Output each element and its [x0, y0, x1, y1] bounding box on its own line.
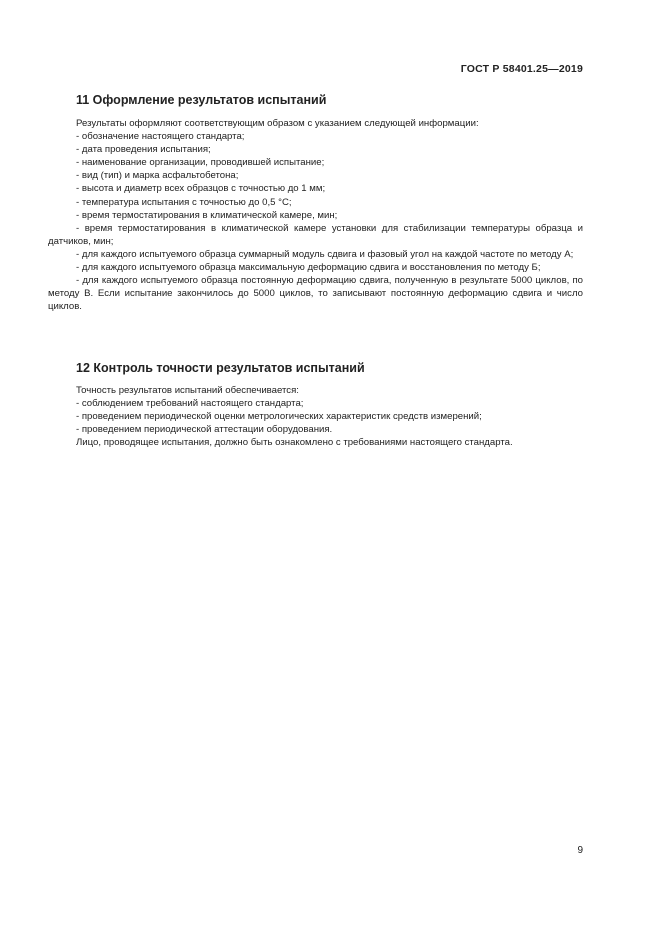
section-12-title: 12 Контроль точности результатов испытаний: [76, 361, 365, 375]
section-11-title: 11 Оформление результатов испытаний: [76, 93, 327, 107]
section-11-line: - время термостатирования в климатической камере установки для стабилизации температуры образца и датчиков, мин;: [48, 222, 583, 247]
section-11-line: - для каждого испытуемого образца постоянную деформацию сдвига, полученную в результате 5000 циклов, по методу В. Если испытание закончилось до 5000 циклов, то записывают постоянную деформацию сдвига и число циклов.: [48, 275, 583, 313]
document-code: ГОСТ Р 58401.25—2019: [460, 63, 583, 75]
section-11-line: - время термостатирования в климатической камере, мин;: [76, 209, 338, 221]
section-11-line: - обозначение настоящего стандарта;: [76, 131, 245, 143]
section-11-line: - дата проведения испытания;: [76, 144, 211, 156]
section-11-line: - вид (тип) и марка асфальтобетона;: [76, 170, 239, 182]
section-11-line: - высота и диаметр всех образцов с точностью до 1 мм;: [76, 183, 326, 195]
page-number: 9: [577, 845, 583, 856]
section-12-line: - проведением периодической аттестации оборудования.: [76, 424, 333, 436]
section-11-line: - для каждого испытуемого образца максимальную деформацию сдвига и восстановления по методу Б;: [76, 262, 541, 274]
section-11: [48, 92, 583, 313]
section-12: [48, 360, 583, 449]
section-11-line: - наименование организации, проводившей испытание;: [76, 157, 325, 169]
section-12-line: Точность результатов испытаний обеспечивается:: [76, 385, 299, 396]
section-11-line: Результаты оформляют соответствующим образом с указанием следующей информации:: [76, 118, 479, 129]
section-12-line: - соблюдением требований настоящего стандарта;: [76, 398, 304, 410]
section-11-line: - температура испытания с точностью до 0,5 °С;: [76, 196, 292, 208]
section-11-line: - для каждого испытуемого образца суммарный модуль сдвига и фазовый угол на каждой частоте по методу А;: [76, 248, 574, 260]
section-12-line: - проведением периодической оценки метрологических характеристик средств измерений;: [76, 411, 482, 423]
section-12-line: Лицо, проводящее испытания, должно быть ознакомлено с требованиями настоящего стандарта.: [76, 437, 513, 449]
